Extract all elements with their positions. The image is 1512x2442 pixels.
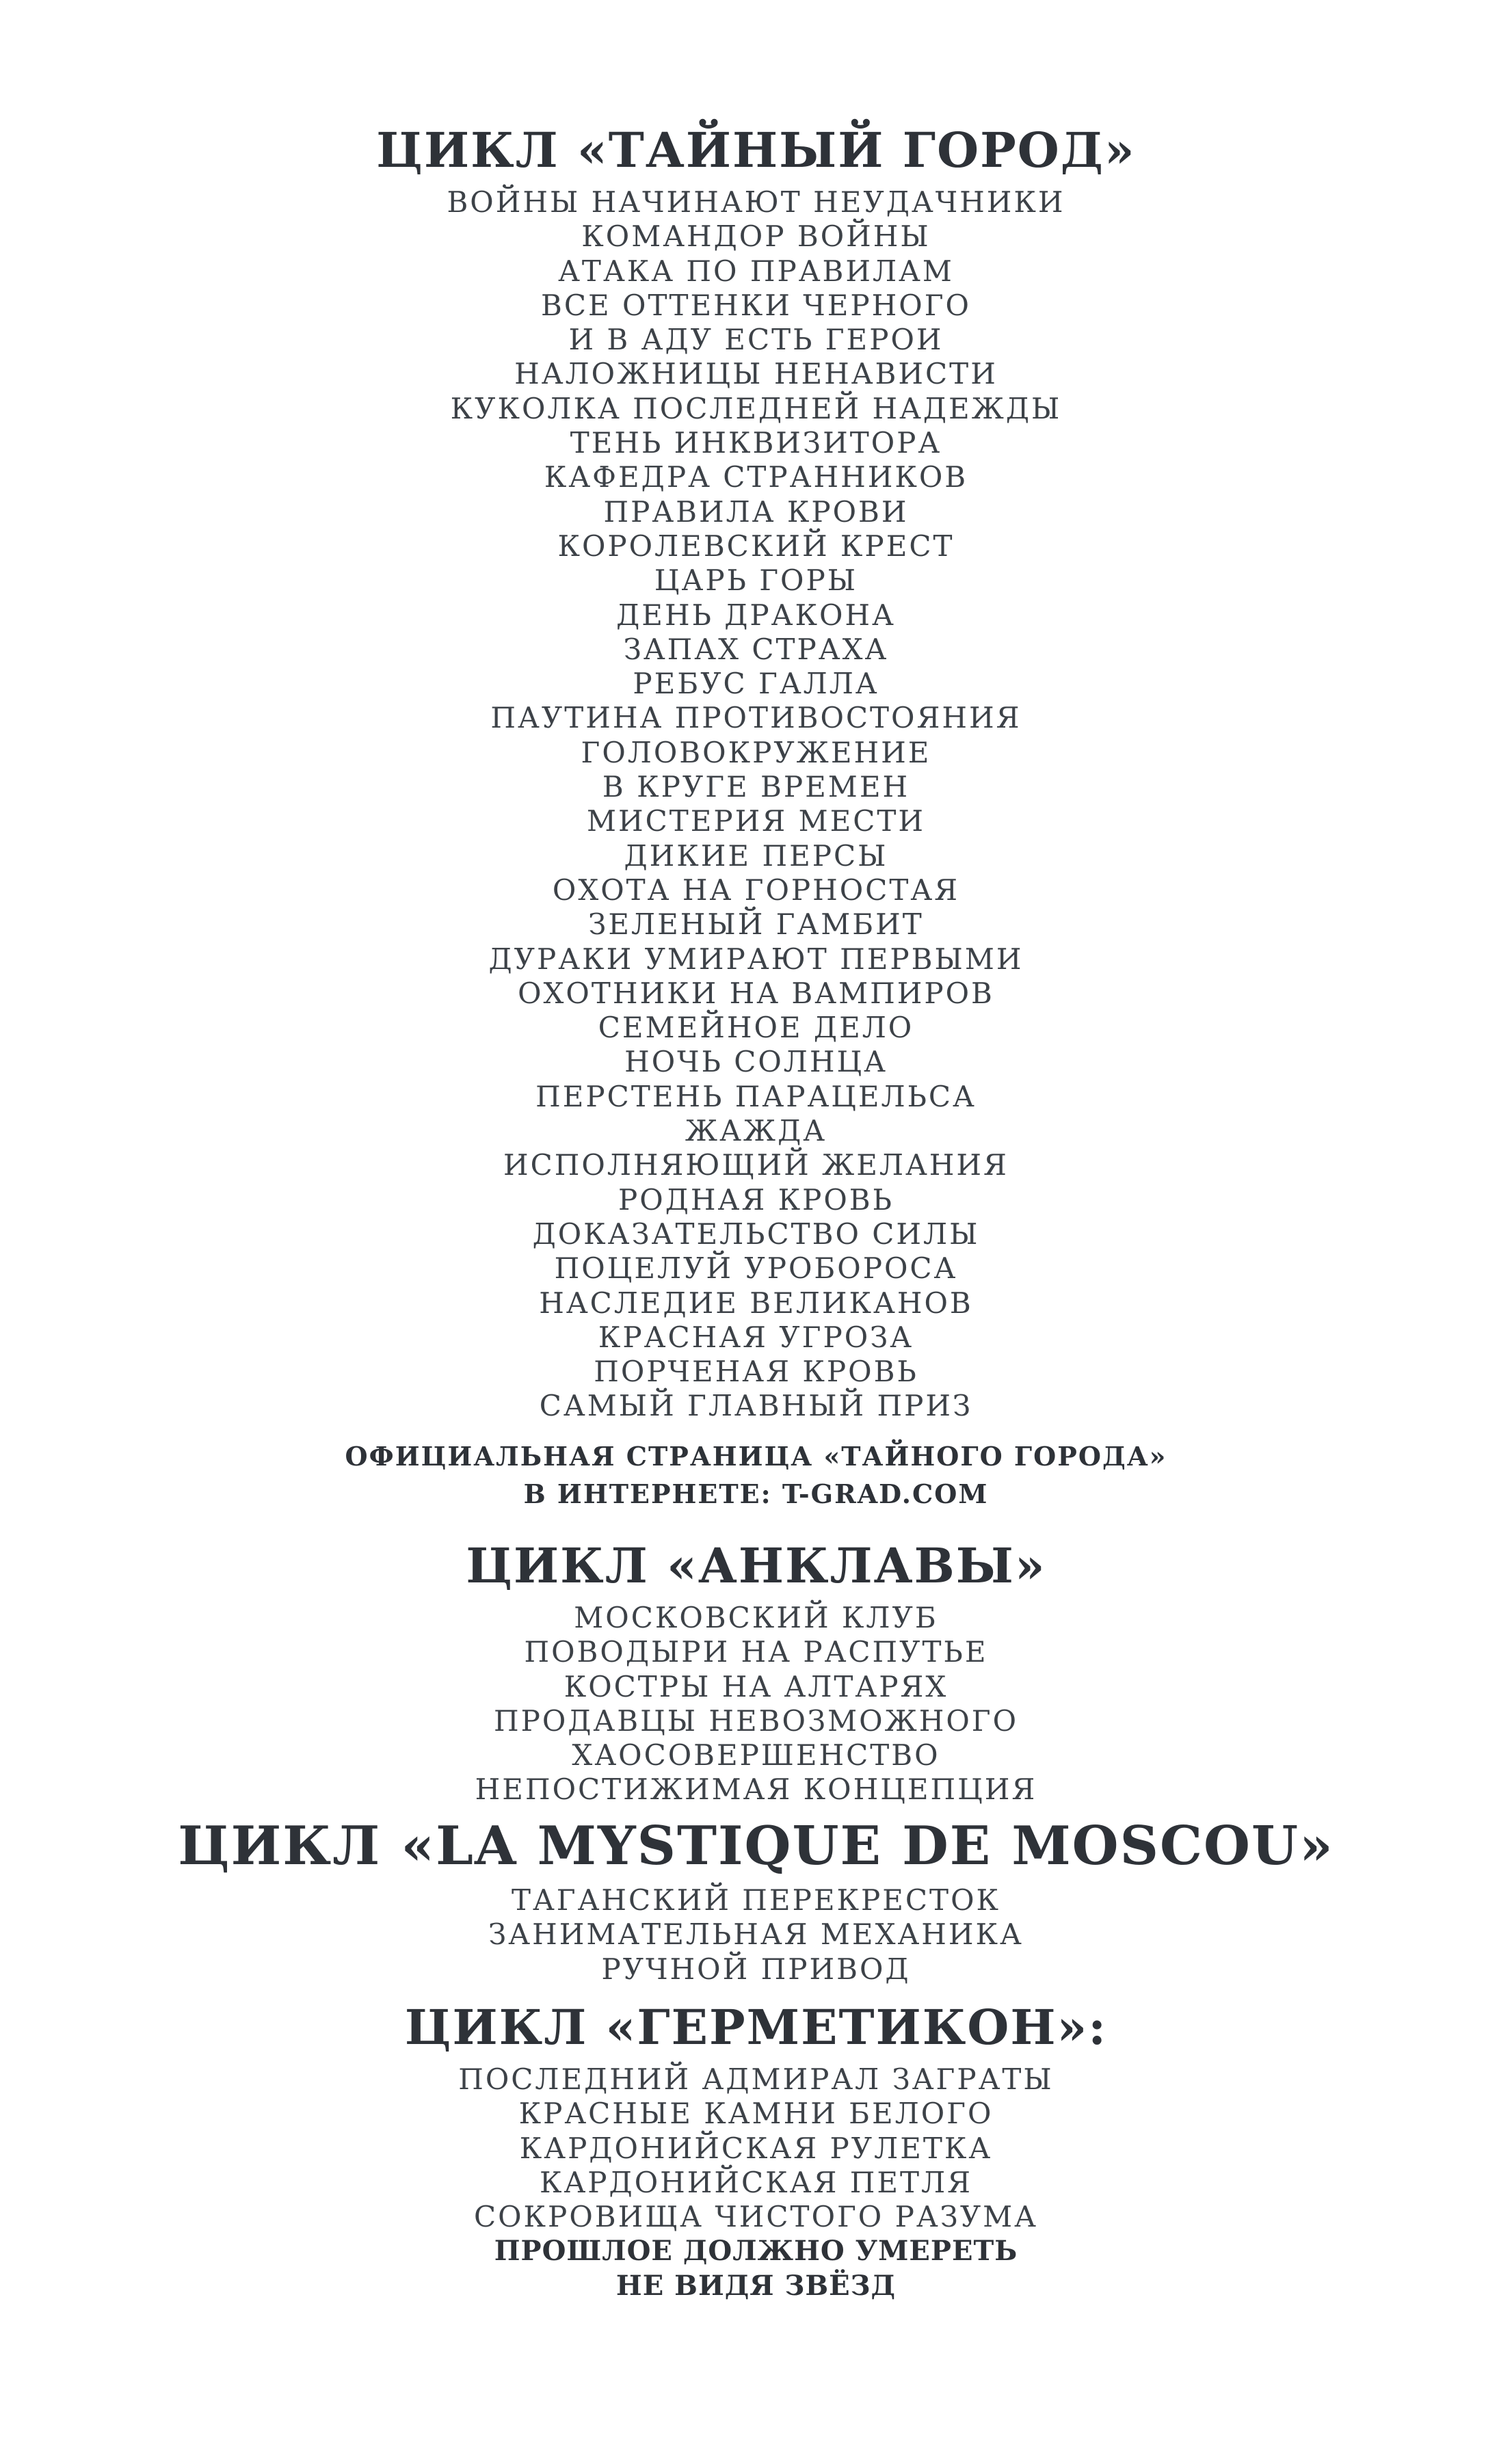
book-title: ЗАНИМАТЕЛЬНАЯ МЕХАНИКА bbox=[488, 1917, 1024, 1952]
book-list-la-mystique bbox=[0, 1883, 1512, 1987]
book-title: РЕБУС ГАЛЛА bbox=[633, 667, 879, 701]
book-title: СЕМЕЙНОЕ ДЕЛО bbox=[598, 1011, 914, 1045]
book-title: ДИКИЕ ПЕРСЫ bbox=[624, 838, 888, 873]
book-title: ПОЦЕЛУЙ УРОБОРОСА bbox=[554, 1251, 958, 1286]
book-title: НЕПОСТИЖИМАЯ КОНЦЕПЦИЯ bbox=[475, 1773, 1037, 1807]
book-title: ОХОТА НА ГОРНОСТАЯ bbox=[552, 873, 960, 907]
book-title: МОСКОВСКИЙ КЛУБ bbox=[574, 1601, 938, 1634]
book-title: ЦАРЬ ГОРЫ bbox=[654, 563, 858, 598]
book-title: НАСЛЕДИЕ ВЕЛИКАНОВ bbox=[539, 1286, 973, 1320]
book-title: СОКРОВИЩА ЧИСТОГО РАЗУМА bbox=[473, 2200, 1038, 2234]
book-title: КРАСНАЯ УГРОЗА bbox=[598, 1320, 914, 1354]
book-title: ХАОСОВЕРШЕНСТВО bbox=[572, 1738, 940, 1773]
book-title: ПАУТИНА ПРОТИВОСТОЯНИЯ bbox=[490, 701, 1022, 735]
book-title: АТАКА ПО ПРАВИЛАМ bbox=[558, 254, 954, 288]
book-title: ДУРАКИ УМИРАЮТ ПЕРВЫМИ bbox=[488, 942, 1024, 976]
book-title: ВОЙНЫ НАЧИНАЮТ НЕУДАЧНИКИ bbox=[447, 185, 1065, 219]
book-title: КУКОЛКА ПОСЛЕДНЕЙ НАДЕЖДЫ bbox=[450, 391, 1062, 425]
book-title: ОХОТНИКИ НА ВАМПИРОВ bbox=[518, 976, 994, 1010]
book-title: ПОРЧЕНАЯ КРОВЬ bbox=[594, 1355, 918, 1389]
book-title: ВСЕ ОТТЕНКИ ЧЕРНОГО bbox=[541, 288, 971, 322]
book-title: ПОСЛЕДНИЙ АДМИРАЛ ЗАГРАТЫ bbox=[458, 2062, 1054, 2096]
book-title-highlighted: ПРОШЛОЕ ДОЛЖНО УМЕРЕТЬ bbox=[494, 2235, 1018, 2268]
book-title: ИСПОЛНЯЮЩИЙ ЖЕЛАНИЯ bbox=[503, 1148, 1009, 1182]
book-title: КАФЕДРА СТРАННИКОВ bbox=[544, 460, 968, 494]
book-title: ПОВОДЫРИ НА РАСПУТЬЕ bbox=[524, 1635, 988, 1669]
series-la-mystique-de-moscou bbox=[0, 1814, 1512, 1987]
book-title: В КРУГЕ ВРЕМЕН bbox=[602, 770, 910, 804]
series-hermeticon bbox=[0, 1997, 1512, 2303]
book-title: НАЛОЖНИЦЫ НЕНАВИСТИ bbox=[514, 357, 998, 391]
book-title: ПЕРСТЕНЬ ПАРАЦЕЛЬСА bbox=[535, 1079, 977, 1113]
book-title: ТАГАНСКИЙ ПЕРЕКРЕСТОК bbox=[511, 1883, 1001, 1917]
book-title: КОСТРЫ НА АЛТАРЯХ bbox=[563, 1669, 949, 1703]
book-title: ГОЛОВОКРУЖЕНИЕ bbox=[581, 735, 931, 769]
series-title: ЦИКЛ «LA MYSTIQUE DE MOSCOU» bbox=[178, 1815, 1334, 1877]
book-title: ДОКАЗАТЕЛЬСТВО СИЛЫ bbox=[532, 1217, 980, 1251]
series-secret-city bbox=[0, 120, 1512, 1424]
website-line-2: В ИНТЕРНЕТЕ: T-GRAD.COM bbox=[523, 1478, 989, 1509]
book-title: НОЧЬ СОЛНЦА bbox=[624, 1045, 888, 1079]
book-title: КОМАНДОР ВОЙНЫ bbox=[581, 220, 931, 254]
book-title: САМЫЙ ГЛАВНЫЙ ПРИЗ bbox=[539, 1389, 973, 1423]
official-website-note bbox=[0, 1437, 1512, 1513]
book-title-highlighted: НЕ ВИДЯ ЗВЁЗД bbox=[615, 2269, 897, 2302]
book-title: И В АДУ ЕСТЬ ГЕРОИ bbox=[568, 323, 944, 357]
book-title: ЖАЖДА bbox=[685, 1114, 827, 1148]
book-title: КАРДОНИЙСКАЯ РУЛЕТКА bbox=[519, 2131, 993, 2165]
book-list-secret-city bbox=[0, 185, 1512, 1424]
book-title: ПРАВИЛА КРОВИ bbox=[603, 494, 909, 529]
website-line-1: ОФИЦИАЛЬНАЯ СТРАНИЦА «ТАЙНОГО ГОРОДА» bbox=[345, 1441, 1167, 1472]
book-title: ЗАПАХ СТРАХА bbox=[623, 632, 889, 666]
book-title: КРАСНЫЕ КАМНИ БЕЛОГО bbox=[518, 2097, 994, 2131]
series-title: ЦИКЛ «АНКЛАВЫ» bbox=[466, 1537, 1046, 1594]
series-title: ЦИКЛ «ТАЙНЫЙ ГОРОД» bbox=[376, 122, 1136, 178]
book-title: РОДНАЯ КРОВЬ bbox=[618, 1182, 894, 1217]
book-title: РУЧНОЙ ПРИВОД bbox=[601, 1952, 911, 1986]
book-title: МИСТЕРИЯ МЕСТИ bbox=[586, 804, 926, 838]
series-enclaves bbox=[0, 1535, 1512, 1807]
book-title: КОРОЛЕВСКИЙ КРЕСТ bbox=[557, 529, 955, 563]
book-title: КАРДОНИЙСКАЯ ПЕТЛЯ bbox=[539, 2165, 973, 2199]
book-title: ДЕНЬ ДРАКОНА bbox=[616, 598, 896, 632]
series-title: ЦИКЛ «ГЕРМЕТИКОН»: bbox=[404, 1999, 1108, 2056]
book-title: ПРОДАВЦЫ НЕВОЗМОЖНОГО bbox=[493, 1703, 1019, 1738]
book-title: ТЕНЬ ИНКВИЗИТОРА bbox=[570, 426, 942, 460]
book-list-hermeticon bbox=[0, 2062, 1512, 2303]
book-title: ЗЕЛЕНЫЙ ГАМБИТ bbox=[588, 907, 924, 942]
book-list-enclaves bbox=[0, 1601, 1512, 1807]
